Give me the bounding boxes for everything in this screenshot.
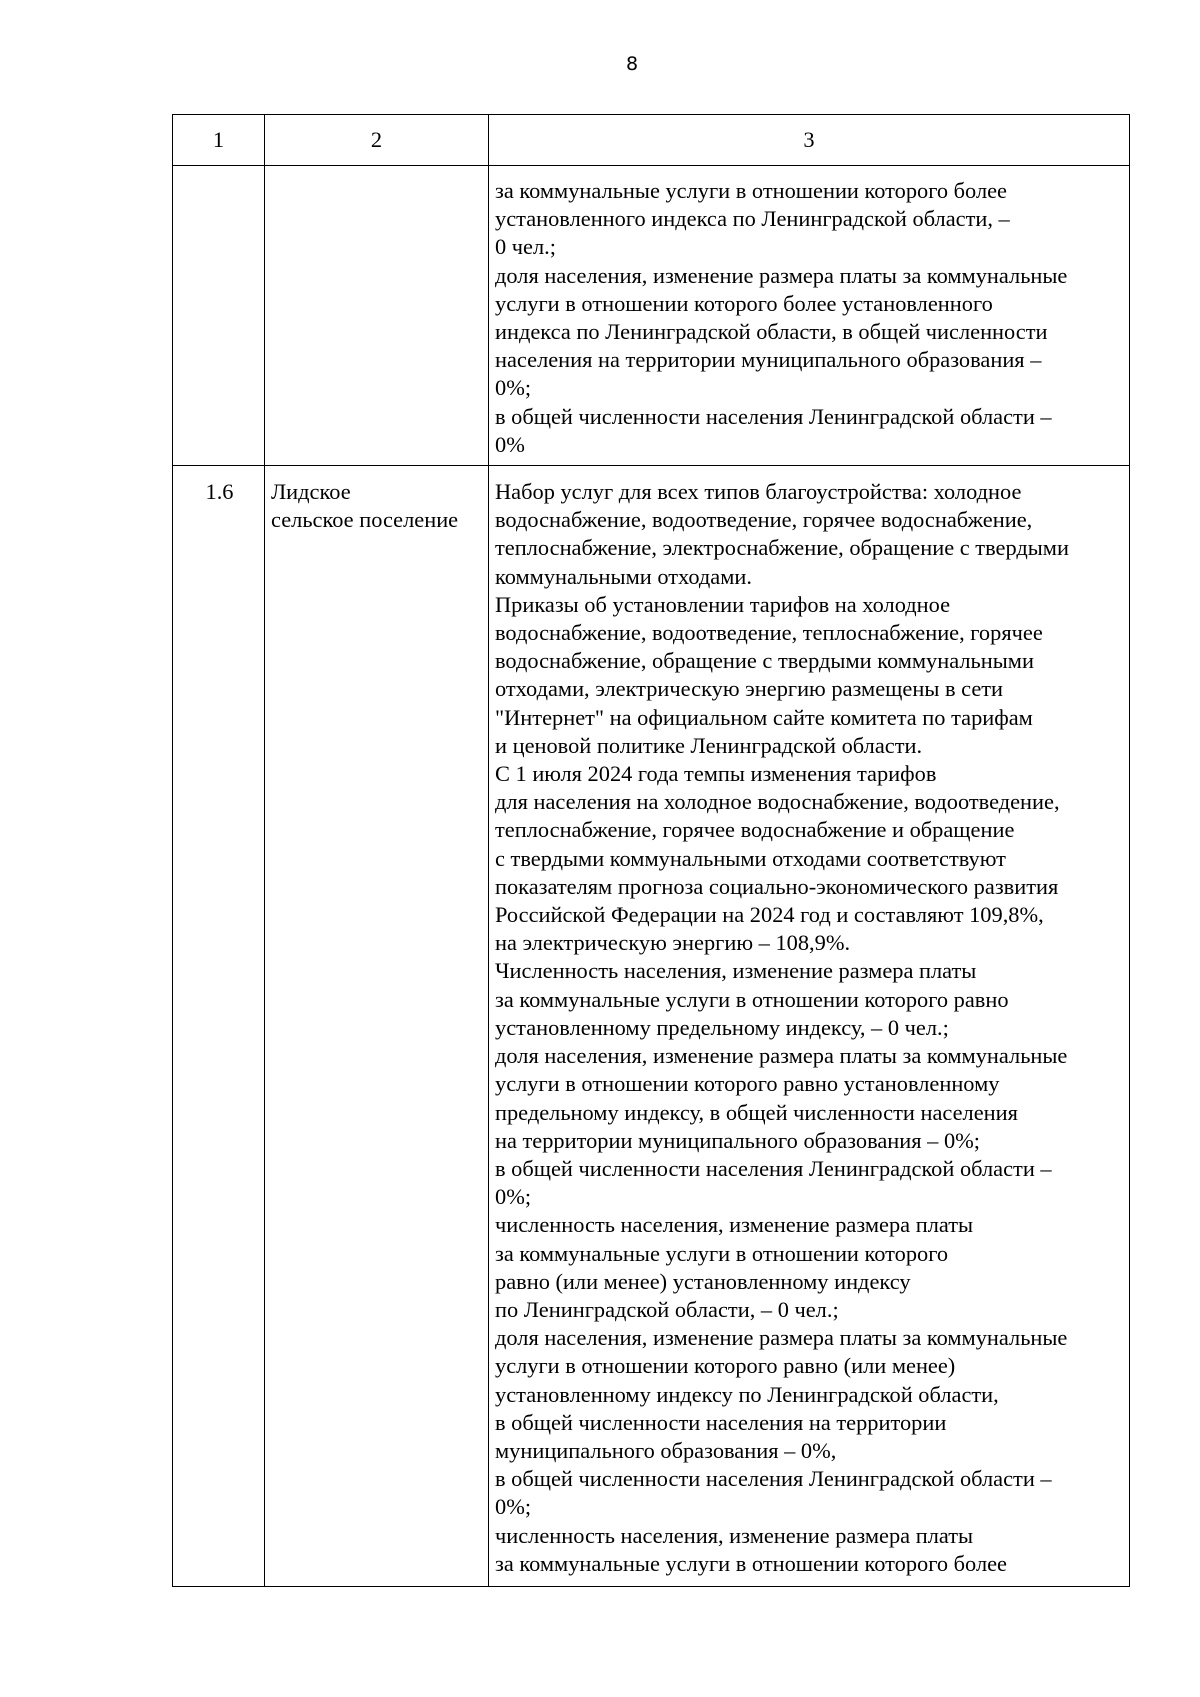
text-line: установленному индексу по Ленинградской области, [495,1381,999,1407]
table-header-row [173,115,1130,166]
text-line: доля населения, изменение размера платы за коммунальные [495,1043,1068,1069]
text-line: на электрическую энергию – 108,9%. [495,930,851,956]
text-line: сельское поселение [271,507,459,533]
text-line: 0%; [495,1184,532,1210]
text-line: 0 чел.; [495,234,556,260]
column-header-1: 1 [173,115,265,166]
text-line: численность населения, изменение размера платы [495,1522,974,1548]
description-text [495,478,1125,1578]
text-line: за коммунальные услуги в отношении которого равно [495,986,1009,1012]
text-line: по Ленинградской области, – 0 чел.; [495,1296,839,1322]
description-cell [489,466,1130,1587]
text-line: "Интернет" на официальном сайте комитета по тарифам [495,704,1033,730]
text-line: в общей численности населения Ленинградской области – [495,403,1052,429]
text-line: для населения на холодное водоснабжение, водоотведение, [495,789,1060,815]
table-row-1-6 [173,466,1130,1587]
text-line: в общей численности населения Ленинградской области – [495,1155,1052,1181]
text-line: 0% [495,431,525,457]
tariff-table [172,114,1130,1587]
text-line: С 1 июля 2024 года темпы изменения тарифов [495,761,937,787]
text-line: с твердыми коммунальными отходами соответствуют [495,845,1006,871]
text-line: Приказы об установлении тарифов на холодное [495,591,951,617]
column-header-3: 3 [489,115,1130,166]
text-line: за коммунальные услуги в отношении которого более [495,178,1007,203]
description-cell [489,166,1130,466]
text-line: услуги в отношении которого более установленного [495,290,993,316]
text-line: коммунальными отходами. [495,563,752,589]
column-header-2: 2 [265,115,489,166]
text-line: Набор услуг для всех типов благоустройства: холодное [495,479,1022,505]
text-line: установленному предельному индексу, – 0 чел.; [495,1014,949,1040]
text-line: на территории муниципального образования – 0%; [495,1127,981,1153]
text-line: доля населения, изменение размера платы за коммунальные [495,262,1068,288]
text-line: водоснабжение, водоотведение, горячее водоснабжение, [495,507,1033,533]
text-line: 0%; [495,1494,532,1520]
text-line: в общей численности населения на территории [495,1409,947,1435]
table-row-continuation [173,166,1130,466]
text-line: муниципального образования – 0%, [495,1437,837,1463]
description-text [495,177,1125,459]
text-line: и ценовой политике Ленинградской области. [495,732,923,758]
text-line: предельному индексу, в общей численности населения [495,1099,1018,1125]
text-line: в общей численности населения Ленинградской области – [495,1466,1052,1492]
text-line: за коммунальные услуги в отношении которого [495,1240,949,1266]
row-number-cell [173,166,265,466]
text-line: Численность населения, изменение размера платы [495,958,977,984]
settlement-name-cell [265,466,489,1587]
text-line: за коммунальные услуги в отношении которого более [495,1550,1007,1576]
text-line: Российской Федерации на 2024 год и составляют 109,8%, [495,902,1044,928]
text-line: показателям прогноза социально-экономического развития [495,873,1059,899]
text-line: водоснабжение, обращение с твердыми коммунальными [495,648,1034,674]
text-line: равно (или менее) установленному индексу [495,1268,911,1294]
text-line: теплоснабжение, горячее водоснабжение и обращение [495,817,1015,843]
settlement-name [271,478,484,534]
text-line: услуги в отношении которого равно (или менее) [495,1353,956,1379]
text-line: теплоснабжение, электроснабжение, обращение с твердыми [495,535,1069,561]
text-line: населения на территории муниципального образования – [495,347,1042,373]
text-line: доля населения, изменение размера платы за коммунальные [495,1325,1068,1351]
settlement-name-cell [265,166,489,466]
text-line: 0%; [495,375,532,401]
text-line: индекса по Ленинградской области, в общей численности [495,319,1048,345]
text-line: отходами, электрическую энергию размещены в сети [495,676,1004,702]
text-line: установленного индекса по Ленинградской области, – [495,206,1010,232]
text-line: услуги в отношении которого равно установленному [495,1071,1000,1097]
text-line: Лидское [271,479,351,505]
text-line: численность населения, изменение размера платы [495,1212,974,1238]
page-number: 8 [625,53,639,75]
row-number-cell: 1.6 [173,466,265,1587]
text-line: водоснабжение, водоотведение, теплоснабжение, горячее [495,620,1043,646]
